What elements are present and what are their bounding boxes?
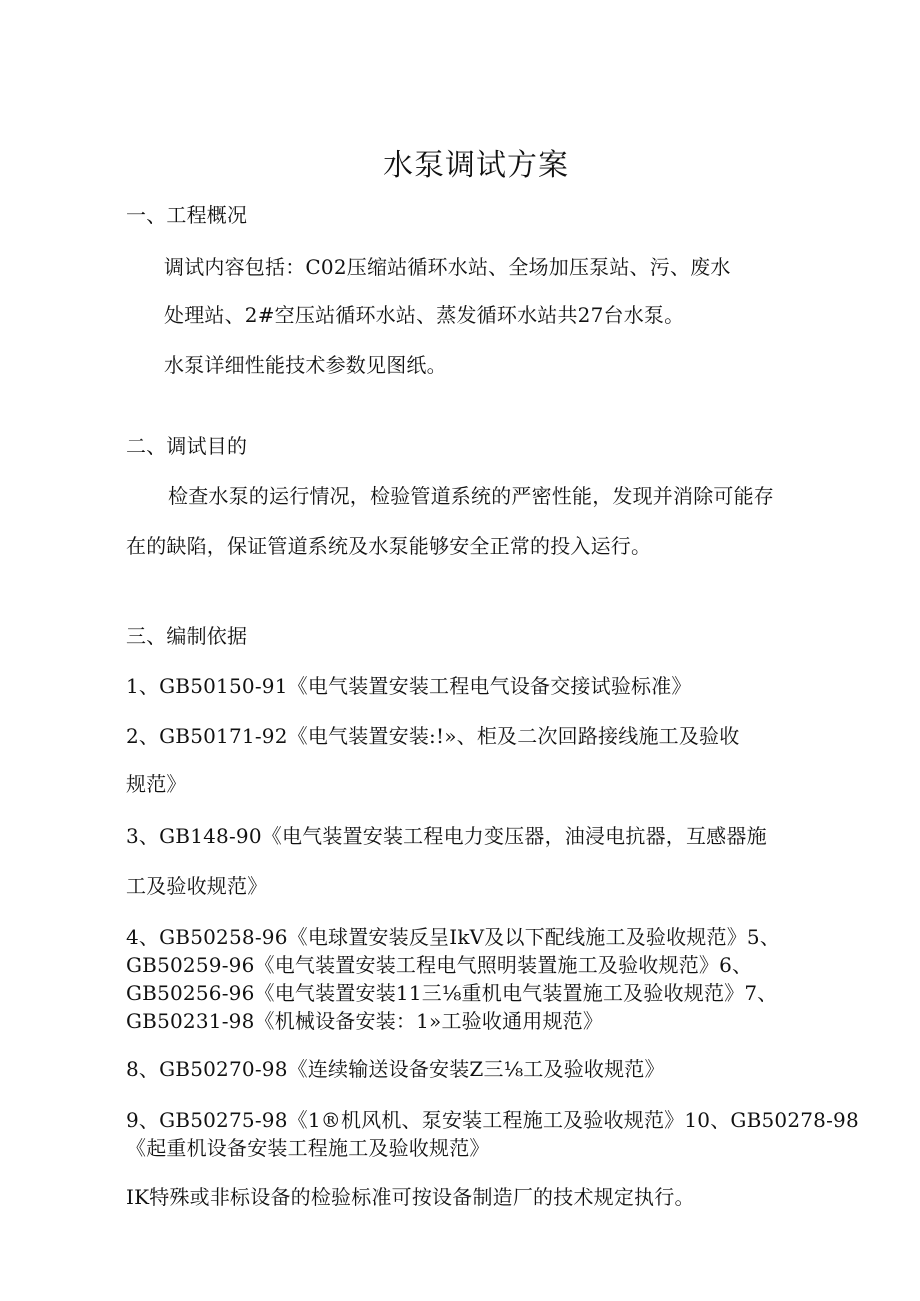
reference-item-4-line1: 4、GB50258-96《电球置安装反呈IkV及以下配线施工及验收规范》5、 xyxy=(126,925,781,949)
reference-item-9-line1: 9、GB50275-98《1®机风机、泵安装工程施工及验收规范》10、GB50278-98 xyxy=(126,1108,859,1132)
document-title: 水泵调试方案 xyxy=(383,148,569,183)
section1-paragraph2: 水泵详细性能技术参数见图纸。 xyxy=(164,353,447,377)
reference-item-9-line2: 《起重机设备安装工程施工及验收规范》 xyxy=(126,1136,490,1160)
reference-item-2-line1: 2、GB50171-92《电气装置安装:!»、柜及二次回路接线施工及验收 xyxy=(126,724,740,748)
section3-heading: 三、编制依据 xyxy=(126,624,248,648)
section2-paragraph-line2: 在的缺陷，保证管道系统及水泵能够安全正常的投入运行。 xyxy=(126,534,652,558)
reference-item-4-line4: GB50231-98《机械设备安装：1»工验收通用规范》 xyxy=(126,1009,604,1033)
reference-item-2-line2: 规范》 xyxy=(126,772,187,796)
reference-item-4-line2: GB50259-96《电气装置安装工程电气照明装置施工及验收规范》6、 xyxy=(126,953,753,977)
reference-item-4-line3: GB50256-96《电气装置安装11三⅛重机电气装置施工及验收规范》7、 xyxy=(126,981,778,1005)
reference-item-3-line1: 3、GB148-90《电气装置安装工程电力变压器，油浸电抗器，互感器施 xyxy=(126,824,767,848)
section1-heading: 一、工程概况 xyxy=(126,203,248,227)
closing-note: IK特殊或非标设备的检验标准可按设备制造厂的技术规定执行。 xyxy=(126,1185,695,1209)
section2-paragraph-line1: 检查水泵的运行情况，检验管道系统的严密性能，发现并消除可能存 xyxy=(168,484,774,508)
reference-item-3-line2: 工及验收规范》 xyxy=(126,874,268,898)
reference-item-8: 8、GB50270-98《连续输送设备安装Z三⅛工及验收规范》 xyxy=(126,1057,665,1081)
section1-paragraph1-line2: 处理站、2#空压站循环水站、蒸发循环水站共27台水泵。 xyxy=(164,303,685,327)
reference-item-1: 1、GB50150-91《电气装置安装工程电气设备交接试验标准》 xyxy=(126,674,692,698)
section2-heading: 二、调试目的 xyxy=(126,434,248,458)
section1-paragraph1-line1: 调试内容包括：C02压缩站循环水站、全场加压泵站、污、废水 xyxy=(164,255,731,279)
